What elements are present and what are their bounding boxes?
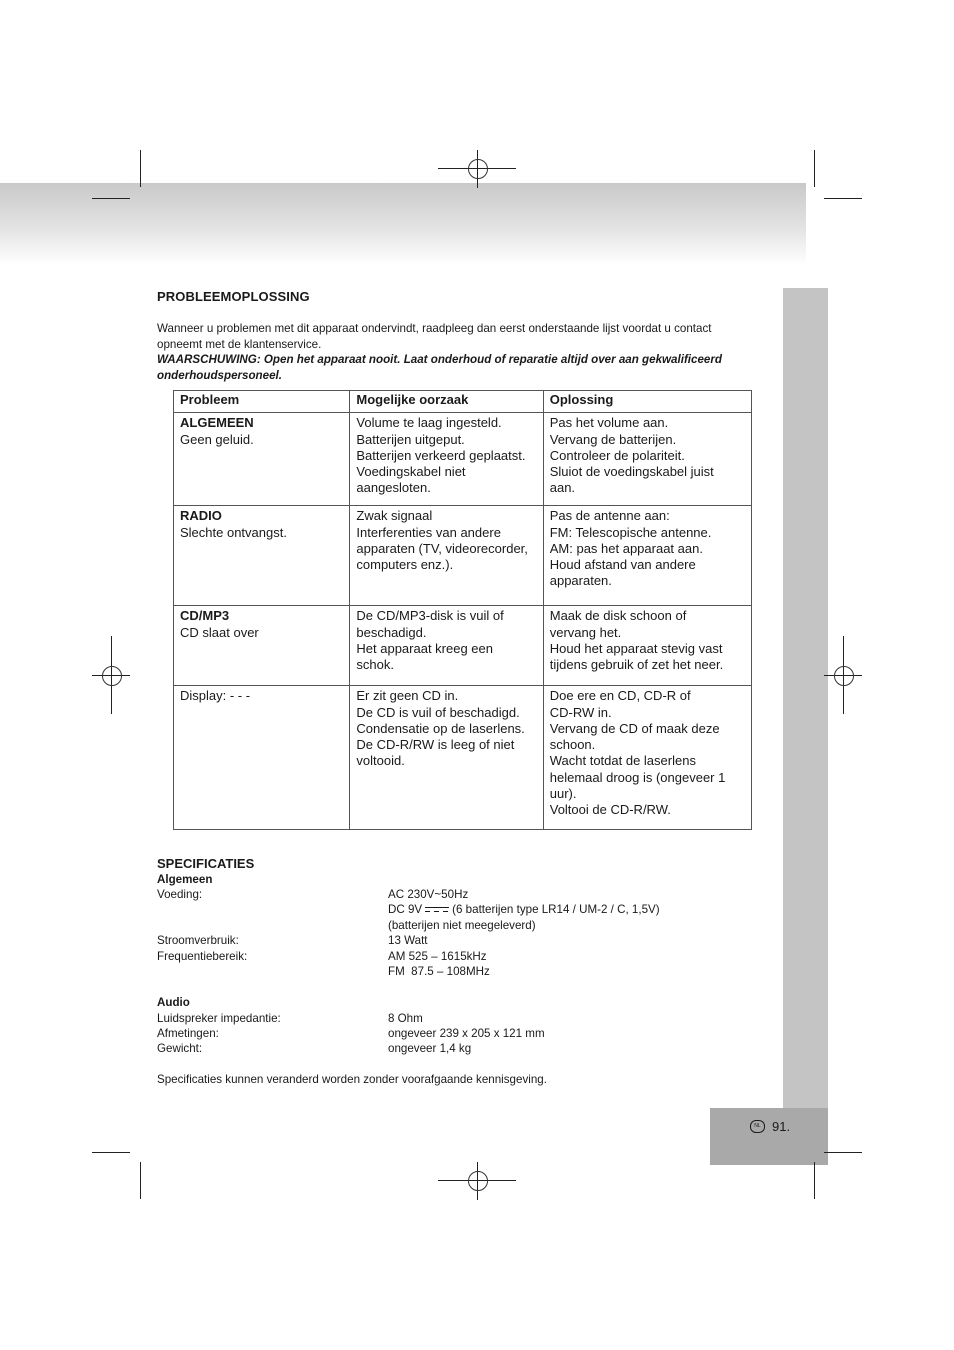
problem-category: CD/MP3 [180,608,230,624]
crop-mark [814,150,815,187]
table-row [174,413,752,506]
cause-line: Er zit geen CD in. [356,688,459,704]
spec-value-consumption: 13 Watt [388,934,428,947]
column-header: Oplossing [543,391,751,413]
problem-description: Slechte ontvangst. [180,524,287,540]
problem-description: Display: - - - [180,688,251,704]
solution-line: helemaal droog is (ongeveer 1 [549,769,726,785]
solution-line: AM: pas het apparaat aan. [549,540,703,556]
problem-category: ALGEMEEN [180,415,254,431]
problem-description: CD slaat over [180,624,259,640]
side-tab-bar [783,288,828,1110]
solution-line: vervang het. [549,624,622,640]
page-number: 91. [772,1119,791,1134]
spec-label-impedance: Luidspreker impedantie: [157,1012,281,1025]
solution-cell [543,606,751,686]
solution-cell [543,413,751,506]
solution-line: uur). [549,786,577,802]
solution-line: Wacht totdat de laserlens [549,753,696,769]
crop-mark [140,1162,141,1199]
warning-text: WAARSCHUWING: Open het apparaat nooit. Laat onderhoud of reparatie altijd over aan gekwalificeerd onderhoudspersoneel. [157,353,722,382]
problem-cell [174,506,350,606]
cause-cell [350,606,543,686]
troubleshooting-table [173,390,752,830]
registration-target-icon [468,159,488,179]
cause-line: De CD is vuil of beschadigd. [356,704,520,720]
cause-line: De CD/MP3-disk is vuil of [356,608,504,624]
solution-line: Vervang de CD of maak deze [549,720,720,736]
dc-battery-info: (6 batterijen type LR14 / UM-2 / C, 1,5V) [452,903,660,916]
cause-line: De CD-R/RW is leeg of niet [356,737,515,753]
spec-value-weight: ongeveer 1,4 kg [388,1042,472,1055]
cause-line: Batterijen verkeerd geplaatst. [356,447,526,463]
dc-current-icon [425,906,449,914]
cause-line: schok. [356,657,394,673]
cause-line: beschadigd. [356,624,427,640]
problem-cell [174,686,350,830]
problem-cell [174,606,350,686]
spec-value-frequency-fm: FM 87.5 – 108MHz [388,965,490,978]
registration-target-icon [102,666,122,686]
solution-line: Houd het apparaat stevig vast [549,640,723,656]
spec-value-frequency-am: AM 525 – 1615kHz [388,950,487,963]
crop-mark [92,198,130,199]
spec-label-weight: Gewicht: [157,1042,203,1055]
solution-cell [543,506,751,606]
cause-cell [350,413,543,506]
cause-line: Volume te laag ingesteld. [356,415,502,431]
spec-value-power-dc [388,903,660,916]
solution-cell [543,686,751,830]
spec-label-dimensions: Afmetingen: [157,1027,219,1040]
column-header: Mogelijke oorzaak [350,391,543,413]
cause-line: Het apparaat kreeg een [356,640,493,656]
page-number-box [710,1108,828,1165]
solution-line: Maak de disk schoon of [549,608,687,624]
solution-line: Doe ere en CD, CD-R of [549,688,691,704]
cause-line: Batterijen uitgeput. [356,431,465,447]
section-title-troubleshooting: PROBLEEMOPLOSSING [157,289,310,304]
problem-description: Geen geluid. [180,431,254,447]
intro-text: Wanneer u problemen met dit apparaat ondervindt, raadpleeg dan eerst onderstaande lijst voordat u contact opneemt met de klantenservice. [157,322,712,351]
crop-mark [92,1152,130,1153]
cause-line: apparaten (TV, videorecorder, [356,540,528,556]
crop-mark [814,1162,815,1199]
cause-line: Voedingskabel niet [356,464,466,480]
spec-value-impedance: 8 Ohm [388,1012,423,1025]
registration-target-icon [468,1171,488,1191]
header-band [0,183,806,265]
cause-line: Interferenties van andere [356,524,501,540]
spec-label-consumption: Stroomverbruik: [157,934,239,947]
crop-mark [824,198,862,199]
table-header-row [174,391,752,413]
cause-line: Zwak signaal [356,508,433,524]
solution-line: Sluiot de voedingskabel juist [549,464,714,480]
cause-cell [350,686,543,830]
cause-line: aangesloten. [356,480,431,496]
language-badge: NL [750,1120,765,1133]
solution-line: aan. [549,480,576,496]
cause-line: voltooid. [356,753,405,769]
problem-cell [174,413,350,506]
solution-line: Pas het volume aan. [549,415,669,431]
solution-line: schoon. [549,737,596,753]
solution-line: tijdens gebruik of zet het neer. [549,657,724,673]
solution-line: Controleer de polariteit. [549,447,685,463]
solution-line: Voltooi de CD-R/RW. [549,802,671,818]
spec-subheading-audio: Audio [157,996,190,1009]
solution-line: FM: Telescopische antenne. [549,524,712,540]
cause-line: computers enz.). [356,557,454,573]
dc-voltage: DC 9V [388,903,423,916]
spec-value-power-ac: AC 230V~50Hz [388,888,469,901]
column-header: Probleem [174,391,350,413]
spec-label-power: Voeding: [157,888,203,901]
cause-line: Condensatie op de laserlens. [356,720,525,736]
solution-line: CD-RW in. [549,704,612,720]
solution-line: Pas de antenne aan: [549,508,670,524]
crop-mark [140,150,141,187]
solution-line: Vervang de batterijen. [549,431,677,447]
table-row [174,686,752,830]
spec-value-power-note: (batterijen niet meegeleverd) [388,919,536,932]
spec-value-dimensions: ongeveer 239 x 205 x 121 mm [388,1027,545,1040]
cause-cell [350,506,543,606]
spec-label-frequency: Frequentiebereik: [157,950,248,963]
table-row [174,506,752,606]
spec-footnote: Specificaties kunnen veranderd worden zonder voorafgaande kennisgeving. [157,1073,547,1086]
registration-target-icon [834,666,854,686]
table-row [174,606,752,686]
spec-subheading-general: Algemeen [157,873,213,886]
solution-line: apparaten. [549,573,612,589]
problem-category: RADIO [180,508,222,524]
solution-line: Houd afstand van andere [549,557,696,573]
section-title-specifications: SPECIFICATIES [157,856,255,871]
crop-mark [824,1152,862,1153]
